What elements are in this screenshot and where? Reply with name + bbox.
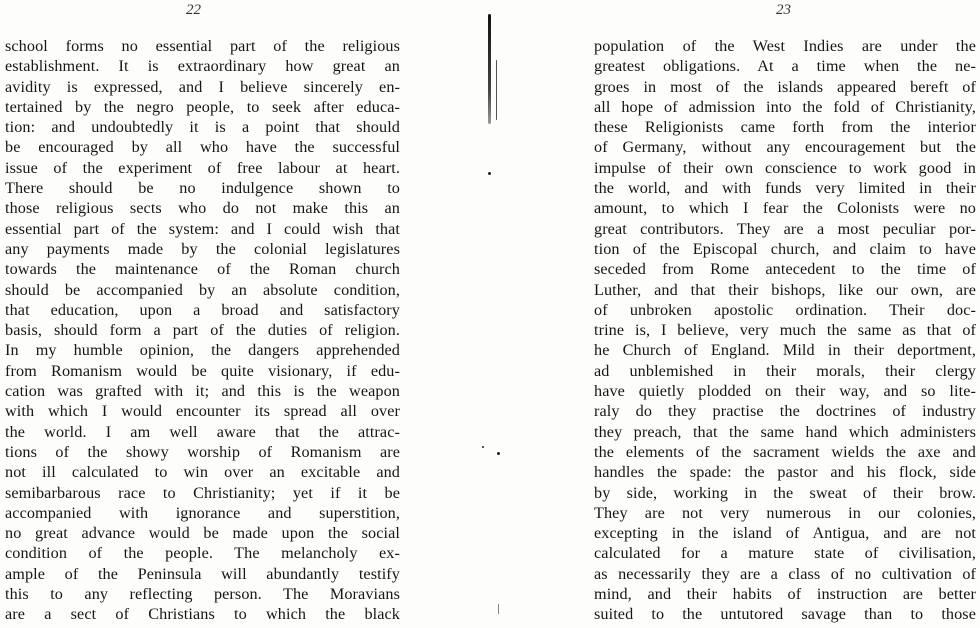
- text-line: They are not very numerous in our colonies,: [594, 503, 976, 522]
- text-line: tions of the showy worship of Romanism are: [5, 442, 400, 461]
- ink-speck: [488, 172, 491, 175]
- text-line: accompanied with ignorance and superstition,: [5, 503, 400, 522]
- text-line: ample of the Peninsula will abundantly testify: [5, 564, 400, 583]
- text-line: establishment. It is extraordinary how great an: [5, 57, 400, 76]
- text-line: school forms no essential part of the religious: [5, 37, 400, 55]
- text-line: all hope of admission into the fold of Christianity,: [594, 97, 976, 116]
- text-line: essential part of the system: and I could wish that: [5, 219, 400, 238]
- text-line: by side, working in the sweat of their brow.: [594, 483, 976, 502]
- text-line: as necessarily they are a class of no cultivation of: [594, 564, 976, 583]
- text-line: seceded from Rome antecedent to the time of: [594, 260, 976, 279]
- gutter-ink-mark-thin: [496, 60, 497, 120]
- ink-speck: [482, 446, 484, 448]
- text-line: these Religionists came forth from the interior: [594, 118, 976, 137]
- text-line: mind, and their habits of instruction are better: [594, 585, 976, 604]
- text-line: suited to the untutored savage than to those: [594, 605, 976, 624]
- text-line: semibarbarous race to Christianity; yet if it be: [5, 483, 400, 502]
- text-line: basis, should form a part of the duties of religion.: [5, 321, 400, 340]
- text-line: no great advance would be made upon the social: [5, 524, 400, 543]
- text-line: he Church of England. Mild in their deportment,: [594, 341, 976, 360]
- gutter-ink-mark: [488, 14, 491, 124]
- text-line: any payments made by the colonial legislatures: [5, 239, 400, 258]
- text-line: the world. I am well aware that the attrac-: [5, 422, 400, 441]
- left-page-number: 22: [186, 2, 201, 18]
- text-line: There should be no indulgence shown to: [5, 179, 400, 198]
- text-line: that education, upon a broad and satisfactory: [5, 300, 400, 319]
- text-line: groes in most of the islands appeared bereft of: [594, 77, 976, 96]
- text-line: ad unblemished in their morals, their clergy: [594, 361, 976, 380]
- right-page-number: 23: [776, 2, 791, 18]
- text-line: they preach, that the same hand which administers: [594, 422, 976, 441]
- text-line: avidity is expressed, and I believe sincerely en-: [5, 77, 400, 96]
- text-line: those religious sects who do not make this an: [5, 199, 400, 218]
- text-line: this to any reflecting person. The Moravians: [5, 585, 400, 604]
- text-line: from Romanism would be quite visionary, if edu-: [5, 361, 400, 380]
- text-line: towards the maintenance of the Roman church: [5, 260, 400, 279]
- ink-speck: [497, 452, 500, 455]
- text-line: excepting in the island of Antigua, and are not: [594, 524, 976, 543]
- text-line: the elements of the sacrament wields the axe and: [594, 442, 976, 461]
- text-line: issue of the experiment of free labour at heart.: [5, 158, 400, 177]
- text-line: handles the spade: the pastor and his flock, side: [594, 463, 976, 482]
- text-line: greatest obligations. At a time when the ne-: [594, 57, 976, 76]
- ink-speck: [498, 604, 499, 614]
- text-line: tertained by the negro people, to seek after educa-: [5, 97, 400, 116]
- text-line: are a sect of Christians to which the black: [5, 605, 400, 624]
- text-line: not ill calculated to win over an excitable and: [5, 463, 400, 482]
- text-line: amount, to which I fear the Colonists were no: [594, 199, 976, 218]
- text-line: raly do they practise the doctrines of industry: [594, 402, 976, 421]
- text-line: should be accompanied by an absolute condition,: [5, 280, 400, 299]
- text-line: the world, and with funds very limited in their: [594, 179, 976, 198]
- text-line: calculated for a mature state of civilisation,: [594, 544, 976, 563]
- left-page-text: [5, 36, 400, 625]
- text-line: have quietly plodded on their way, and so lite-: [594, 382, 976, 401]
- text-line: Luther, and that their bishops, like our own, are: [594, 280, 976, 299]
- text-line: tion of the Episcopal church, and claim to have: [594, 239, 976, 258]
- text-line: population of the West Indies are under the: [594, 37, 976, 55]
- text-line: with which I would encounter its spread all over: [5, 402, 400, 421]
- text-line: trine is, I believe, very much the same as that of: [594, 321, 976, 340]
- text-line: of unbroken apostolic ordination. Their doc-: [594, 300, 976, 319]
- right-page-text: [594, 36, 976, 625]
- text-line: cation was grafted with it; and this is the weapon: [5, 382, 400, 401]
- text-line: condition of the people. The melancholy ex-: [5, 544, 400, 563]
- text-line: In my humble opinion, the dangers apprehended: [5, 341, 400, 360]
- text-line: tion: and undoubtedly it is a point that should: [5, 118, 400, 137]
- text-line: of Germany, without any encouragement but the: [594, 138, 976, 157]
- text-line: great contributors. They are a most peculiar por-: [594, 219, 976, 238]
- text-line: be encouraged by all who have the successful: [5, 138, 400, 157]
- text-line: impulse of their own conscience to work good in: [594, 158, 976, 177]
